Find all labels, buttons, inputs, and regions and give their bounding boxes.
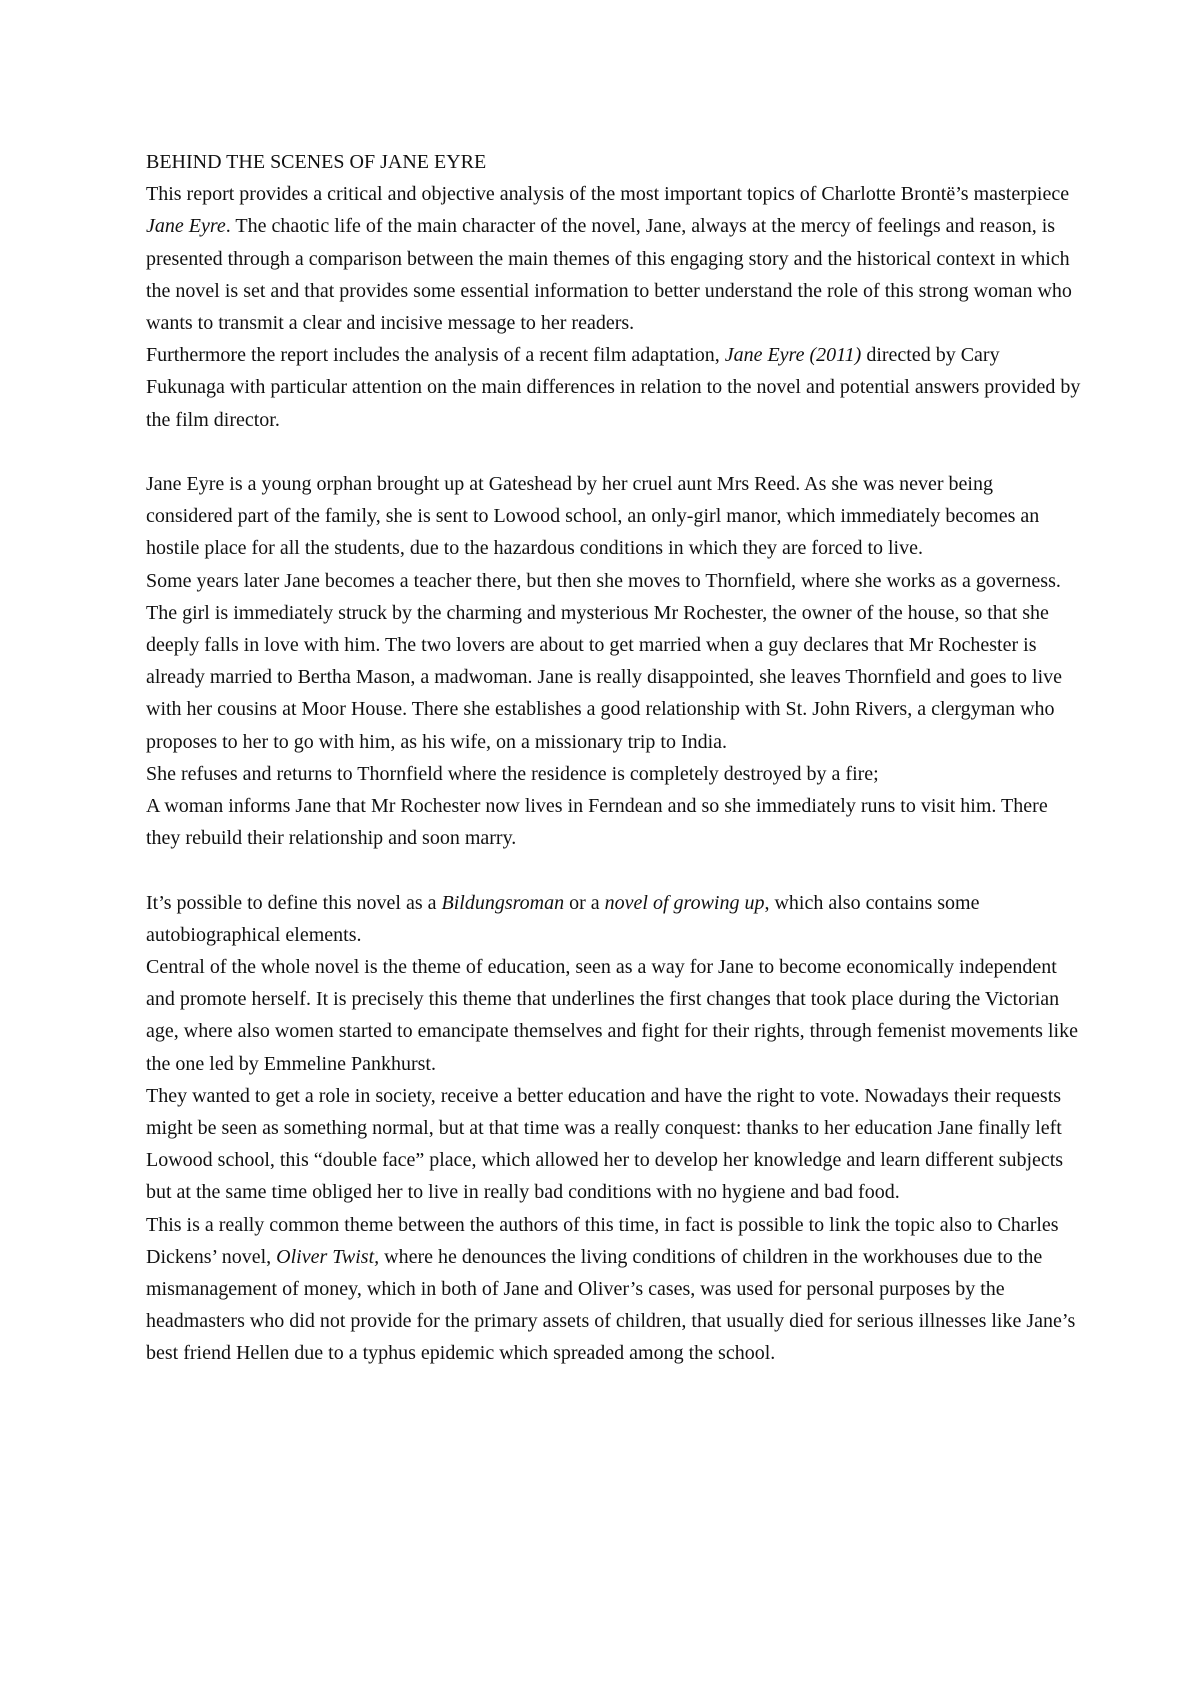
document-title: BEHIND THE SCENES OF JANE EYRE: [146, 151, 487, 173]
themes-p1-text-c: , which also contains some autobiographical elements.: [146, 891, 985, 946]
themes-p1-text-a: It’s possible to define this novel as a: [146, 891, 442, 914]
themes-paragraph-3: They wanted to get a role in society, receive a better education and have the right to vote. Nowadays their requests might be seen as something normal, but at that time was a really conquest: thanks to her education Jane finally left Lowood school, this “double face” place, which allowed her to develop her knowledge and learn different subjects but at the same time obliged her to live in really bad conditions with no hygiene and bad food.: [146, 1084, 1069, 1204]
document-body: [146, 146, 1086, 1370]
intro-p1-text-a: This report provides a critical and objective analysis of the most important topics of Charlotte Brontë’s masterpiece: [146, 183, 1075, 206]
themes-paragraph-2: Central of the whole novel is the theme of education, seen as a way for Jane to become economically independent and promote herself. It is precisely this theme that underlines the first changes that took place during the Victorian age, where also women started to emancipate themselves and fight for their rights, through femenist movements like the one led by Emmeline Pankhurst.: [146, 956, 1083, 1075]
themes-p1-text-b: or a: [564, 891, 605, 914]
themes-p4-text-b: where he denounces the living conditions of children in the workhouses due to the mismanagement of money, which in both of Jane and Oliver’s cases, was used for personal purposes by the headmasters who did not provide for the primary assets of children, that usually died for serious illnesses like Jane’s best friend Hellen due to a typhus epidemic which spreaded among the school.: [146, 1245, 1081, 1365]
themes-p1-italic-2: novel of growing up: [604, 891, 765, 914]
plot-paragraph-3: She refuses and returns to Thornfield where the residence is completely destroyed by a fire;: [146, 762, 879, 785]
intro-p2-text-a: Furthermore the report includes the analysis of a recent film adaptation,: [146, 344, 725, 367]
themes-p4-text-a: This is a really common theme between the authors of this time, in fact is possible to link the topic also to Charles Dickens’ novel,: [146, 1213, 1064, 1268]
plot-paragraph-2: Some years later Jane becomes a teacher there, but then she moves to Thornfield, where she works as a governess. The girl is immediately struck by the charming and mysterious Mr Rochester, the owner of the house, so that she deeply falls in love with him. The two lovers are about to get married when a guy declares that Mr Rochester is already married to Bertha Mason, a madwoman. Jane is really disappointed, she leaves Thornfield and goes to live with her cousins at Moor House. There she establishes a good relationship with St. John Rivers, a clergyman who proposes to her to go with him, as his wife, on a missionary trip to India.: [146, 569, 1068, 753]
intro-p1-text-b: . The chaotic life of the main character of the novel, Jane, always at the mercy of feelings and reason, is presented through a comparison between the main themes of this engaging story and the historical context in which the novel is set and that provides some essential information to better understand the role of this strong woman who wants to transmit a clear and incisive message to her readers.: [146, 215, 1077, 335]
paragraph-spacer: [146, 436, 1082, 468]
intro-paragraph-2: [146, 339, 1086, 436]
intro-p2-text-b: directed by Cary Fukunaga with particular attention on the main differences in relation to the novel and potential answers provided by the film director.: [146, 344, 1086, 431]
intro-p2-italic: Jane Eyre (2011): [724, 344, 862, 367]
themes-paragraph-1: [146, 887, 1082, 951]
paragraph-spacer: [146, 854, 1082, 886]
intro-p1-italic: Jane Eyre: [146, 215, 226, 238]
plot-paragraph-1: Jane Eyre is a young orphan brought up at Gateshead by her cruel aunt Mrs Reed. As she was never being considered part of the family, she is sent to Lowood school, an only-girl manor, which immediately becomes an hostile place for all the students, due to the hazardous conditions in which they are forced to live.: [146, 473, 1045, 560]
plot-paragraph-4: A woman informs Jane that Mr Rochester now lives in Ferndean and so she immediately runs to visit him. There they rebuild their relationship and soon marry.: [146, 795, 1053, 850]
themes-p1-italic-1: Bildungsroman: [441, 891, 565, 914]
themes-paragraph-4: [146, 1209, 1082, 1370]
themes-p4-italic: Oliver Twist,: [276, 1245, 380, 1268]
intro-paragraph-1: [146, 178, 1082, 339]
